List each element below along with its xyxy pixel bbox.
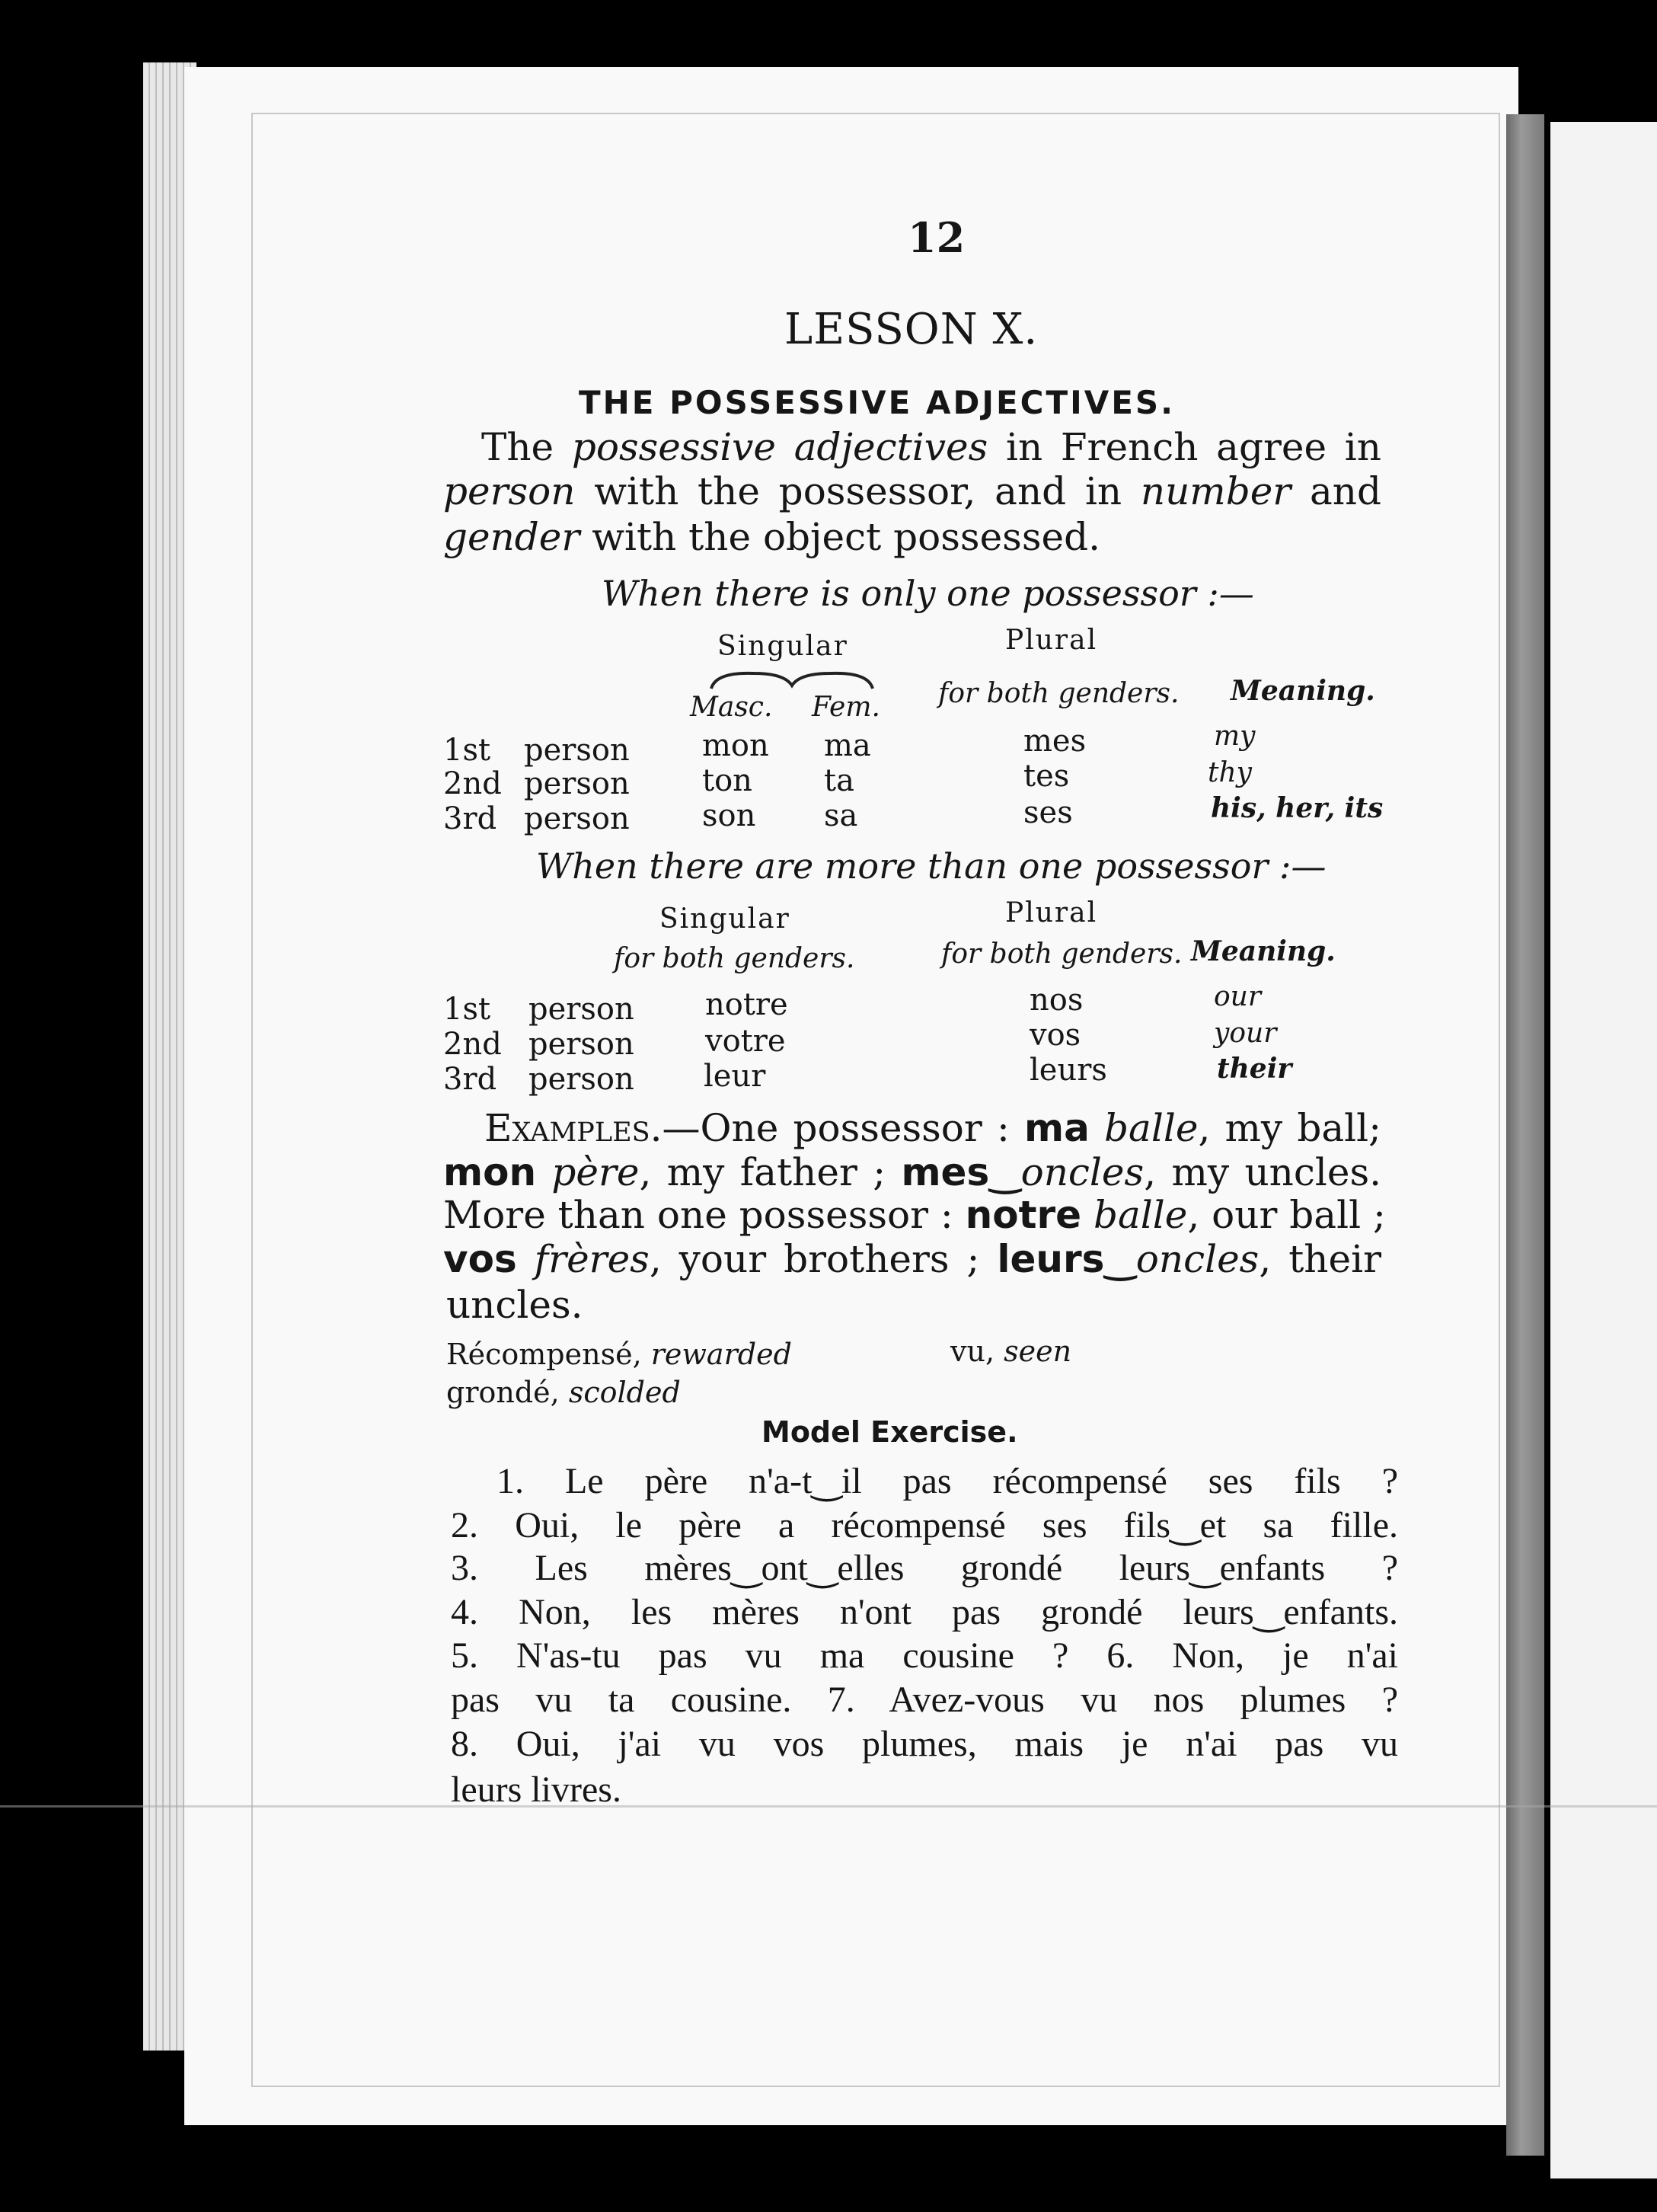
one-row-1-person: person bbox=[524, 733, 630, 768]
more-row-3-person: person bbox=[528, 1062, 634, 1097]
vocab-item-vu: vu, seen bbox=[950, 1335, 1072, 1368]
examples-line-1: Examples.—One possessor : ma balle, my ball; bbox=[484, 1106, 1381, 1150]
one-row-3-ord: 3rd bbox=[443, 801, 497, 836]
fem-label: Fem. bbox=[812, 692, 880, 723]
one-possessor-heading: When there is only one possessor :— bbox=[602, 573, 1254, 614]
singular-label: Singular bbox=[717, 631, 848, 662]
one-row-2-masc: ton bbox=[702, 763, 752, 798]
exercise-line-7: 8. Oui, j'ai vu vos plumes, mais je n'ai pas vu bbox=[451, 1724, 1398, 1764]
both-genders-label: for both genders. bbox=[938, 678, 1180, 709]
more-singular-label: Singular bbox=[659, 903, 790, 935]
vocab-item-gronde: grondé, scolded bbox=[446, 1376, 681, 1409]
plural-label: Plural bbox=[1005, 625, 1098, 656]
model-exercise-heading: Model Exercise. bbox=[761, 1415, 1018, 1449]
masc-label: Masc. bbox=[690, 692, 773, 723]
one-row-2-meaning: thy bbox=[1208, 757, 1252, 788]
one-row-3-fem: sa bbox=[824, 798, 858, 833]
exercise-line-2: 2. Oui, le père a récompensé ses fils‿et sa fille. bbox=[451, 1505, 1398, 1546]
examples-line-3: More than one possessor : notre balle, our ball ; bbox=[443, 1193, 1386, 1237]
section-title: THE POSSESSIVE ADJECTIVES. bbox=[579, 384, 1176, 421]
book-gutter bbox=[1506, 114, 1544, 2156]
more-row-3-ord: 3rd bbox=[443, 1062, 497, 1097]
one-row-3-plural: ses bbox=[1023, 795, 1073, 830]
more-row-3-plural: leurs bbox=[1030, 1053, 1107, 1088]
one-row-1-plural: mes bbox=[1023, 724, 1087, 759]
vocab-item-recompense: Récompensé, rewarded bbox=[446, 1338, 792, 1371]
intro-line-1: The possessive adjectives in French agree in bbox=[481, 425, 1381, 469]
one-row-2-ord: 2nd bbox=[443, 766, 502, 801]
intro-line-2: person with the possessor, and in number and bbox=[443, 469, 1381, 513]
one-row-3-masc: son bbox=[702, 798, 756, 833]
one-row-1-masc: mon bbox=[702, 728, 769, 763]
lesson-title: LESSON X. bbox=[784, 305, 1039, 354]
more-row-1-plural: nos bbox=[1030, 983, 1084, 1018]
more-row-2-plural: vos bbox=[1030, 1018, 1081, 1053]
one-row-3-meaning: his, her, its bbox=[1211, 792, 1384, 824]
more-meaning-label: Meaning. bbox=[1191, 935, 1336, 967]
examples-line-4: vos frères, your brothers ; leurs‿oncles, their bbox=[443, 1237, 1381, 1281]
more-row-2-singular: votre bbox=[705, 1024, 786, 1059]
page-number: 12 bbox=[908, 213, 966, 262]
more-row-1-person: person bbox=[528, 992, 634, 1027]
more-plural-genders-label: for both genders. bbox=[941, 938, 1183, 970]
more-row-3-meaning: their bbox=[1217, 1053, 1292, 1085]
more-row-2-meaning: your bbox=[1214, 1018, 1277, 1049]
exercise-line-8: leurs livres. bbox=[451, 1769, 621, 1810]
more-possessor-heading: When there are more than one possessor :— bbox=[536, 845, 1327, 887]
more-row-2-person: person bbox=[528, 1027, 634, 1062]
exercise-line-4: 4. Non, les mères n'ont pas grondé leurs‿enfants. bbox=[451, 1592, 1398, 1632]
more-row-1-ord: 1st bbox=[443, 992, 491, 1027]
more-plural-label: Plural bbox=[1005, 897, 1098, 929]
one-row-1-fem: ma bbox=[824, 728, 871, 763]
intro-line-3: gender with the object possessed. bbox=[443, 515, 1100, 559]
exercise-line-6: pas vu ta cousine. 7. Avez-vous vu nos plumes ? bbox=[451, 1680, 1398, 1720]
one-row-3-person: person bbox=[524, 801, 630, 836]
one-row-1-ord: 1st bbox=[443, 733, 491, 768]
exercise-line-1: 1. Le père n'a-t‿il pas récompensé ses fils ? bbox=[496, 1461, 1398, 1501]
more-singular-genders-label: for both genders. bbox=[614, 943, 855, 974]
examples-line-5: uncles. bbox=[446, 1283, 583, 1327]
exercise-line-5: 5. N'as-tu pas vu ma cousine ? 6. Non, je n'ai bbox=[451, 1635, 1398, 1676]
examples-line-2: mon père, my father ; mes‿oncles, my uncles. bbox=[443, 1150, 1381, 1194]
more-row-1-meaning: our bbox=[1214, 981, 1262, 1012]
one-row-2-person: person bbox=[524, 766, 630, 801]
one-row-1-meaning: my bbox=[1214, 721, 1256, 752]
exercise-line-3: 3. Les mères‿ont‿elles grondé leurs‿enfants ? bbox=[451, 1548, 1398, 1588]
one-row-2-fem: ta bbox=[824, 763, 854, 798]
singular-brace bbox=[708, 666, 876, 692]
more-row-2-ord: 2nd bbox=[443, 1027, 502, 1062]
meaning-label: Meaning. bbox=[1231, 675, 1375, 707]
scan-artifact-line bbox=[0, 1805, 1657, 1808]
facing-page-edge bbox=[1550, 122, 1657, 2178]
more-row-3-singular: leur bbox=[704, 1059, 766, 1094]
more-row-1-singular: notre bbox=[705, 987, 788, 1022]
one-row-2-plural: tes bbox=[1023, 759, 1070, 794]
